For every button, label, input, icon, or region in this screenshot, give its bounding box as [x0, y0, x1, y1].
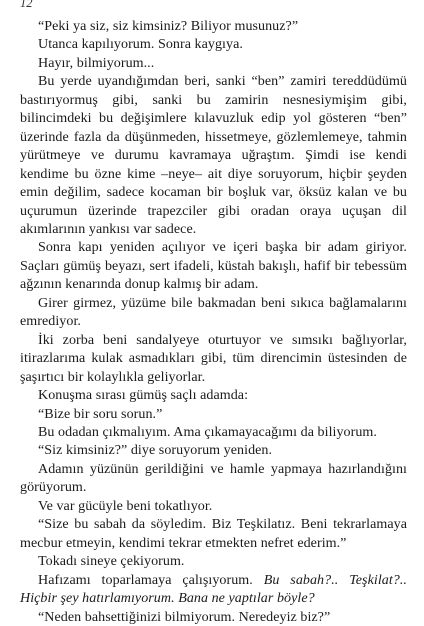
- paragraph-mixed: [20, 571, 407, 608]
- paragraph: Adamın yüzünün gerildiğini ve hamle yapmaya hazırlandığını görüyorum.: [20, 460, 407, 496]
- paragraph: Hayır, bilmiyorum...: [38, 54, 155, 71]
- paragraph-italic-text: Bu sabah?.. Teşkilat?.. Hiçbir şey hatırlamıyorum. Bana ne yaptılar böyle?: [20, 571, 407, 607]
- paragraph: “Neden bahsettiğinizi bilmiyorum. Neredeyiz biz?”: [38, 608, 331, 625]
- paragraph: “Peki ya siz, siz kimsiniz? Biliyor musunuz?”: [38, 18, 299, 34]
- paragraph: Ve var gücüyle beni tokatlıyor.: [38, 497, 213, 514]
- paragraph: Bu odadan çıkmalıyım. Ama çıkamayacağımı da biliyorum.: [38, 423, 377, 440]
- paragraph: “Bize bir soru sorun.”: [38, 405, 163, 422]
- page-number: 12: [20, 0, 33, 10]
- paragraph: “Siz kimsiniz?” diye soruyorum yeniden.: [38, 442, 273, 459]
- paragraph: İki zorba beni sandalyeye oturtuyor ve sımsıkı bağlıyorlar, itirazlarıma kulak asmadıkları gibi, tüm direncimin üstesinden de şaşırtıcı bir kolaylıkla geliyorlar.: [20, 331, 407, 385]
- paragraph: Utanca kapılıyorum. Sonra kaygıya.: [38, 36, 243, 53]
- paragraph-plain-text: Hafızamı toparlamaya çalışıyorum.: [38, 571, 264, 588]
- paragraph: Konuşma sırası gümüş saçlı adamda:: [38, 387, 249, 404]
- paragraph: “Size bu sabah da söyledim. Biz Teşkilatız. Beni tekrarlamaya mecbur etmeyin, kendimi tekrar etmekten nefret ederim.”: [20, 516, 407, 551]
- paragraph: Tokadı sineye çekiyorum.: [38, 553, 185, 570]
- paragraph: Bu yerde uyandığımdan beri, sanki “ben” zamiri tereddüdümü bastırıyormuş gibi, sanki bu zamirin nesnesiymişim gibi, bilincimdeki bu değişimlere kılavuzluk edip yol gösteren “ben” üzerinde fazla da düşünmeden, hissetmeye, gözlemlemeye, tahmin yürütmeye ve durumu kavramaya uğraştım. Şimdi ise kendi kendime bu özne kime –neye– ait diye soruyorum, hiçbir şeyden emin değilim, sadece kocaman bir boşluk var, öksüz kalan ve bu uçurumun üzerinde trapezciler gibi oradan oraya uçuşan dil akımlarının yankısı var sadece.: [20, 73, 407, 237]
- body-text: [20, 17, 407, 626]
- paragraph: Sonra kapı yeniden açılıyor ve içeri başka bir adam giriyor. Saçları gümüş beyazı, sert ifadeli, küstah bakışlı, hafif bir tebessüm ağzının kenarında donup kalmış bir adam.: [20, 239, 407, 293]
- paragraph: Girer girmez, yüzüme bile bakmadan beni sıkıca bağlamalarını emrediyor.: [20, 294, 407, 330]
